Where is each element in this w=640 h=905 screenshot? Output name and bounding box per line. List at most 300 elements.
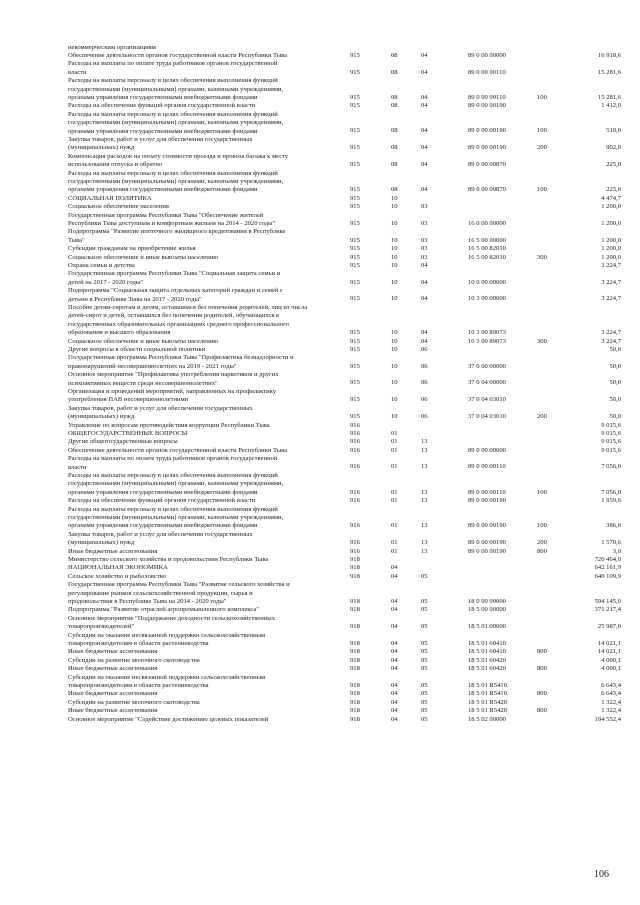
row-name xyxy=(68,665,330,673)
expense-type-code: 200 xyxy=(537,144,547,152)
section-code: 01 xyxy=(391,463,398,471)
row-name-line: Расходы на выплаты персоналу в целях обеспечения выполнения функций xyxy=(68,505,278,513)
row-name xyxy=(68,648,330,656)
row-name-line: правонарушений несовершеннолетних на 2019 - 2021 годы" xyxy=(68,362,237,370)
row-name-line: психоактивных веществ среди несовершеннолетних" xyxy=(68,379,218,387)
row-name-line: государственными (муниципальными) органами, казенными учреждениями, xyxy=(68,177,284,185)
ministry-code: 915 xyxy=(350,186,360,194)
section-code: 04 xyxy=(391,623,398,631)
row-name-line: Расходы на обеспечение функций органов государственной власти xyxy=(68,497,256,505)
row-name-line: Субсидии на развитие молочного скотоводства xyxy=(68,656,200,664)
amount: 642 161,9 xyxy=(594,564,621,572)
expense-type-code: 200 xyxy=(537,539,547,547)
table-row xyxy=(0,606,640,614)
row-name-line: органами управления государственными внебюджетными фондами xyxy=(68,186,258,194)
ministry-code: 916 xyxy=(350,429,360,437)
row-name-line: Расходы на выплаты по оплате труда работников органов государственной xyxy=(68,455,278,463)
row-name-line: употребления ПАВ несовершеннолетними xyxy=(68,396,189,404)
ministry-code: 916 xyxy=(350,488,360,496)
section-code: 04 xyxy=(391,715,398,723)
table-row xyxy=(0,447,640,455)
row-name-line: Министерство сельского хозяйства и продовольствия Республики Тыва xyxy=(68,555,269,563)
table-row xyxy=(0,438,640,446)
amount: 4 474,7 xyxy=(601,194,621,202)
ministry-code: 915 xyxy=(350,261,360,269)
section-code: 10 xyxy=(391,236,398,244)
ministry-code: 918 xyxy=(350,715,360,723)
section-code: 04 xyxy=(391,648,398,656)
ministry-code: 916 xyxy=(350,497,360,505)
amount: 510,0 xyxy=(606,127,621,135)
row-name xyxy=(68,438,330,446)
subsection-code: 13 xyxy=(421,463,428,471)
table-row xyxy=(0,371,640,388)
target-article-code: 89 0 00 00870 xyxy=(468,161,506,169)
row-name-line: Государственная программа Республики Тыва "Развитие сельского хозяйства и xyxy=(68,581,290,589)
row-name-line: Субсидии гражданам на приобретение жилья xyxy=(68,245,196,253)
section-code: 10 xyxy=(391,345,398,353)
row-name-line: Подпрограмма "Развитие отраслей агропромышленного комплекса" xyxy=(68,606,259,614)
table-row xyxy=(0,136,640,153)
target-article-code: 18 5 01 00000 xyxy=(468,623,506,631)
amount: 9 015,6 xyxy=(601,446,621,454)
section-code: 04 xyxy=(391,606,398,614)
table-row xyxy=(0,287,640,304)
row-name-line: СОЦИАЛЬНАЯ ПОЛИТИКА xyxy=(68,194,152,202)
table-row xyxy=(0,270,640,287)
section-code: 01 xyxy=(391,488,398,496)
expense-type-code: 300 xyxy=(537,253,547,261)
table-row xyxy=(0,556,640,564)
row-name xyxy=(68,371,330,388)
amount: 25 987,0 xyxy=(597,623,621,631)
row-name xyxy=(68,573,330,581)
row-name-line: Государственная программа Республики Тыва "Профилактика безнадзорности и xyxy=(68,354,294,362)
amount: 15 281,6 xyxy=(597,68,621,76)
target-article-code: 89 0 00 00000 xyxy=(468,51,506,59)
section-code: 01 xyxy=(391,438,398,446)
row-name-line: (муниципальных) нужд xyxy=(68,144,135,152)
target-article-code: 18 5 01 60420 xyxy=(468,656,506,664)
amount: 6 643,4 xyxy=(601,690,621,698)
amount: 16 918,6 xyxy=(597,51,621,59)
subsection-code: 04 xyxy=(421,93,428,101)
ministry-code: 915 xyxy=(350,219,360,227)
ministry-code: 915 xyxy=(350,362,360,370)
subsection-code: 06 xyxy=(421,362,428,370)
row-name-line: Закупка товаров, работ и услуг для обеспечения государственных xyxy=(68,530,253,538)
ministry-code: 918 xyxy=(350,623,360,631)
amount: 194 552,4 xyxy=(594,715,621,723)
row-name xyxy=(68,228,330,245)
amount: 50,0 xyxy=(609,413,621,421)
section-code: 04 xyxy=(391,639,398,647)
subsection-code: 04 xyxy=(421,51,428,59)
target-article-code: 89 0 00 00190 xyxy=(468,127,506,135)
amount: 15 281,6 xyxy=(597,93,621,101)
row-name xyxy=(68,52,330,60)
table-row xyxy=(0,690,640,698)
section-code: 04 xyxy=(391,698,398,706)
section-code: 10 xyxy=(391,396,398,404)
section-code: 10 xyxy=(391,337,398,345)
table-row xyxy=(0,615,640,632)
table-row xyxy=(0,52,640,60)
row-name-line: Государственная программа Республики Тыва "Обеспечение жителей xyxy=(68,211,264,219)
row-name-line: Обеспечение деятельности органов государственной власти Республики Тыва xyxy=(68,51,288,59)
row-name xyxy=(68,60,330,77)
row-name-line: образования и высшего образования xyxy=(68,329,171,337)
row-name-line: Субсидии на оказание несвязанной поддержки сельскохозяйственным xyxy=(68,673,266,681)
table-row xyxy=(0,699,640,707)
row-name-line: Основное мероприятие "Содействие достижению целевых показателей xyxy=(68,715,269,723)
subsection-code: 05 xyxy=(421,639,428,647)
section-code: 01 xyxy=(391,539,398,547)
section-code: 08 xyxy=(391,102,398,110)
amount: 14 021,1 xyxy=(597,648,621,656)
subsection-code: 13 xyxy=(421,488,428,496)
row-name-line: Расходы на выплаты персоналу в целях обеспечения выполнения функций xyxy=(68,471,278,479)
target-article-code: 18 5 01 60420 xyxy=(468,665,506,673)
section-code: 10 xyxy=(391,413,398,421)
row-name xyxy=(68,632,330,649)
section-code: 10 xyxy=(391,295,398,303)
ministry-code: 915 xyxy=(350,329,360,337)
subsection-code: 04 xyxy=(421,337,428,345)
row-name-line: товаропроизводителей" xyxy=(68,623,135,631)
row-name-line: органами управления государственными внебюджетными фондами xyxy=(68,127,258,135)
table-row xyxy=(0,506,640,531)
subsection-code: 03 xyxy=(421,219,428,227)
amount: 3,0 xyxy=(612,547,621,555)
ministry-code: 915 xyxy=(350,144,360,152)
row-name-line: Тыва" xyxy=(68,236,85,244)
row-name xyxy=(68,405,330,422)
table-row xyxy=(0,657,640,665)
subsection-code: 05 xyxy=(421,597,428,605)
amount: 902,0 xyxy=(606,144,621,152)
section-code: 04 xyxy=(391,665,398,673)
section-code: 04 xyxy=(391,564,398,572)
subsection-code: 13 xyxy=(421,539,428,547)
subsection-code: 06 xyxy=(421,413,428,421)
row-name xyxy=(68,354,330,371)
ministry-code: 915 xyxy=(350,253,360,261)
row-name xyxy=(68,77,330,102)
subsection-code: 04 xyxy=(421,295,428,303)
table-row xyxy=(0,581,640,606)
ministry-code: 915 xyxy=(350,203,360,211)
ministry-code: 916 xyxy=(350,421,360,429)
amount: 9 015,6 xyxy=(601,421,621,429)
section-code: 04 xyxy=(391,707,398,715)
section-code: 10 xyxy=(391,245,398,253)
target-article-code: 18 0 00 00000 xyxy=(468,597,506,605)
subsection-code: 05 xyxy=(421,715,428,723)
section-code: 10 xyxy=(391,194,398,202)
row-name-line: Подпрограмма "Развитие ипотечного жилищного кредитования в Республике xyxy=(68,228,286,236)
row-name xyxy=(68,245,330,253)
amount: 1 200,0 xyxy=(601,245,621,253)
row-name-line: Основное мероприятие "Поддержание доходности сельскохозяйственных xyxy=(68,614,276,622)
table-row xyxy=(0,170,640,195)
row-name-line: Субсидии на развитие молочного скотоводства xyxy=(68,698,200,706)
ministry-code: 918 xyxy=(350,698,360,706)
table-row xyxy=(0,564,640,572)
row-name-line: Иные бюджетные ассигнования xyxy=(68,648,158,656)
target-article-code: 18 5 01 60410 xyxy=(468,648,506,656)
row-name-line: Закупка товаров, работ и услуг для обеспечения государственных xyxy=(68,135,253,143)
row-name xyxy=(68,422,330,430)
section-code: 10 xyxy=(391,203,398,211)
target-article-code: 10 3 00 00000 xyxy=(468,295,506,303)
row-name-line: детей на 2017 - 2020 годы" xyxy=(68,278,144,286)
row-name-line: Подпрограмма "Социальная защита отдельных категорий граждан и семей с xyxy=(68,287,283,295)
amount: 50,0 xyxy=(609,345,621,353)
row-name xyxy=(68,497,330,505)
row-name xyxy=(68,615,330,632)
subsection-code: 04 xyxy=(421,68,428,76)
target-article-code: 89 0 00 00870 xyxy=(468,186,506,194)
amount: 3 224,7 xyxy=(601,337,621,345)
amount: 1 200,0 xyxy=(601,219,621,227)
row-name-line: детей-сирот и детей, оставшихся без попечения родителей, обучающихся в xyxy=(68,312,280,320)
row-name-line: органами управления государственными внебюджетными фондами xyxy=(68,488,258,496)
ministry-code: 915 xyxy=(350,379,360,387)
ministry-code: 916 xyxy=(350,438,360,446)
amount: 50,0 xyxy=(609,379,621,387)
target-article-code: 16 5 00 00000 xyxy=(468,236,506,244)
row-name-line: Социальное обеспечение и иные выплаты населению xyxy=(68,253,219,261)
table-row xyxy=(0,254,640,262)
section-code: 10 xyxy=(391,219,398,227)
table-row xyxy=(0,203,640,211)
row-name xyxy=(68,304,330,338)
subsection-code: 04 xyxy=(421,329,428,337)
row-name-line: Иные бюджетные ассигнования xyxy=(68,707,158,715)
amount: 3 224,7 xyxy=(601,261,621,269)
ministry-code: 915 xyxy=(350,413,360,421)
section-code: 01 xyxy=(391,522,398,530)
table-row xyxy=(0,405,640,422)
row-name-line: Расходы на обеспечение функций органов государственной власти xyxy=(68,102,256,110)
amount: 720 464,0 xyxy=(594,555,621,563)
row-name-line: регулирование рынков сельскохозяйственной продукции, сырья и xyxy=(68,589,253,597)
row-name xyxy=(68,270,330,287)
table-row xyxy=(0,665,640,673)
row-name-line: Социальное обеспечение и иные выплаты населению xyxy=(68,337,219,345)
row-name xyxy=(68,44,330,52)
subsection-code: 04 xyxy=(421,102,428,110)
row-name xyxy=(68,262,330,270)
table-row xyxy=(0,455,640,472)
ministry-code: 915 xyxy=(350,51,360,59)
amount: 594 145,0 xyxy=(594,597,621,605)
table-row xyxy=(0,228,640,245)
row-name-line: Расходы на выплаты персоналу в целях обеспечения выполнения функций xyxy=(68,169,278,177)
ministry-code: 918 xyxy=(350,564,360,572)
subsection-code: 13 xyxy=(421,522,428,530)
target-article-code: 16 5 00 82010 xyxy=(468,245,506,253)
row-name-line: Другие вопросы в области социальной политики xyxy=(68,345,206,353)
subsection-code: 05 xyxy=(421,648,428,656)
row-name xyxy=(68,153,330,170)
target-article-code: 89 0 00 00110 xyxy=(468,93,506,101)
section-code: 08 xyxy=(391,51,398,59)
ministry-code: 918 xyxy=(350,665,360,673)
ministry-code: 915 xyxy=(350,245,360,253)
section-code: 01 xyxy=(391,429,398,437)
row-name-line: (муниципальных) нужд xyxy=(68,539,135,547)
row-name-line: НАЦИОНАЛЬНАЯ ЭКОНОМИКА xyxy=(68,564,168,572)
table-row xyxy=(0,304,640,338)
amount: 1 412,0 xyxy=(601,102,621,110)
target-article-code: 18 5 02 00000 xyxy=(468,715,506,723)
page-number: 106 xyxy=(594,869,609,880)
amount: 1 200,0 xyxy=(601,203,621,211)
row-name-line: государственных образовательных организациях среднего профессионального xyxy=(68,320,289,328)
amount: 3 224,7 xyxy=(601,329,621,337)
table-row xyxy=(0,632,640,649)
subsection-code: 06 xyxy=(421,345,428,353)
target-article-code: 89 0 00 00110 xyxy=(468,463,506,471)
section-code: 01 xyxy=(391,497,398,505)
amount: 3 224,7 xyxy=(601,295,621,303)
row-name xyxy=(68,430,330,438)
row-name xyxy=(68,531,330,548)
amount: 371 217,4 xyxy=(594,606,621,614)
amount: 9 015,6 xyxy=(601,438,621,446)
table-row xyxy=(0,195,640,203)
target-article-code: 89 0 00 00110 xyxy=(468,488,506,496)
subsection-code: 05 xyxy=(421,698,428,706)
ministry-code: 918 xyxy=(350,572,360,580)
ministry-code: 915 xyxy=(350,337,360,345)
row-name-line: Расходы на выплаты по оплате труда работников органов государственной xyxy=(68,60,278,68)
row-name xyxy=(68,111,330,136)
subsection-code: 13 xyxy=(421,547,428,555)
row-name-line: органами управления государственными внебюджетными фондами xyxy=(68,522,258,530)
amount: 1 322,4 xyxy=(601,698,621,706)
row-name-line: власти xyxy=(68,68,87,76)
amount: 225,0 xyxy=(606,161,621,169)
target-article-code: 18 5 01 60410 xyxy=(468,639,506,647)
subsection-code: 03 xyxy=(421,236,428,244)
row-name-line: Расходы на выплаты персоналу в целях обеспечения выполнения функций xyxy=(68,77,278,85)
amount: 1 959,6 xyxy=(601,497,621,505)
table-row xyxy=(0,388,640,405)
row-name-line: Управление по вопросам противодействия коррупции Республики Тыва xyxy=(68,421,270,429)
table-row xyxy=(0,531,640,548)
subsection-code: 05 xyxy=(421,656,428,664)
subsection-code: 05 xyxy=(421,707,428,715)
table-row xyxy=(0,338,640,346)
ministry-code: 915 xyxy=(350,295,360,303)
section-code: 04 xyxy=(391,572,398,580)
target-article-code: 37 0 04 03010 xyxy=(468,396,506,404)
section-code: 10 xyxy=(391,278,398,286)
target-article-code: 89 0 00 00190 xyxy=(468,547,506,555)
row-name xyxy=(68,657,330,665)
amount: 1 200,0 xyxy=(601,236,621,244)
target-article-code: 37 0 04 03010 xyxy=(468,413,506,421)
row-name xyxy=(68,203,330,211)
row-name-line: товаропроизводителям в области растениеводства xyxy=(68,639,209,647)
ministry-code: 916 xyxy=(350,539,360,547)
section-code: 10 xyxy=(391,329,398,337)
table-row xyxy=(0,472,640,497)
row-name xyxy=(68,447,330,455)
amount: 1 200,0 xyxy=(601,253,621,261)
section-code: 04 xyxy=(391,597,398,605)
target-article-code: 18 5 01 R5410 xyxy=(468,690,508,698)
table-row xyxy=(0,111,640,136)
row-name-line: Социальное обеспечение населения xyxy=(68,203,169,211)
ministry-code: 915 xyxy=(350,278,360,286)
table-row xyxy=(0,648,640,656)
target-article-code: 89 0 00 00110 xyxy=(468,68,506,76)
row-name xyxy=(68,716,330,724)
row-name xyxy=(68,506,330,531)
row-name-line: Субсидии на оказание несвязанной поддержки сельскохозяйственным xyxy=(68,631,266,639)
ministry-code: 916 xyxy=(350,446,360,454)
expense-type-code: 100 xyxy=(537,488,547,496)
subsection-code: 06 xyxy=(421,379,428,387)
row-name-line: Другие общегосударственные вопросы xyxy=(68,438,178,446)
row-name xyxy=(68,472,330,497)
subsection-code: 03 xyxy=(421,203,428,211)
ministry-code: 918 xyxy=(350,606,360,614)
ministry-code: 916 xyxy=(350,522,360,530)
amount: 9 015,6 xyxy=(601,429,621,437)
ministry-code: 918 xyxy=(350,555,360,563)
ministry-code: 915 xyxy=(350,93,360,101)
row-name xyxy=(68,581,330,606)
subsection-code: 03 xyxy=(421,245,428,253)
section-code: 08 xyxy=(391,186,398,194)
subsection-code: 13 xyxy=(421,438,428,446)
section-code: 01 xyxy=(391,547,398,555)
ministry-code: 915 xyxy=(350,127,360,135)
ministry-code: 915 xyxy=(350,396,360,404)
expense-type-code: 800 xyxy=(537,547,547,555)
target-article-code: 10 0 00 00000 xyxy=(468,278,506,286)
table-row xyxy=(0,212,640,229)
section-code: 08 xyxy=(391,161,398,169)
row-name xyxy=(68,254,330,262)
subsection-code: 05 xyxy=(421,572,428,580)
section-code: 08 xyxy=(391,93,398,101)
amount: 4 000,1 xyxy=(601,656,621,664)
table-row xyxy=(0,422,640,430)
expense-type-code: 800 xyxy=(537,648,547,656)
amount: 4 000,1 xyxy=(601,665,621,673)
target-article-code: 10 3 00 89073 xyxy=(468,337,506,345)
expense-type-code: 300 xyxy=(537,337,547,345)
row-name-line: Пособие детям-сиротам и детям, оставшимся без попечения родителей, лиц из числа xyxy=(68,303,308,311)
row-name xyxy=(68,455,330,472)
table-row xyxy=(0,354,640,371)
ministry-code: 918 xyxy=(350,648,360,656)
ministry-code: 918 xyxy=(350,690,360,698)
ministry-code: 915 xyxy=(350,236,360,244)
expense-type-code: 100 xyxy=(537,522,547,530)
amount: 1 322,4 xyxy=(601,707,621,715)
target-article-code: 37 0 00 00000 xyxy=(468,362,506,370)
amount: 386,0 xyxy=(606,522,621,530)
row-name-line: использования отпуска и обратно xyxy=(68,161,163,169)
row-name xyxy=(68,388,330,405)
